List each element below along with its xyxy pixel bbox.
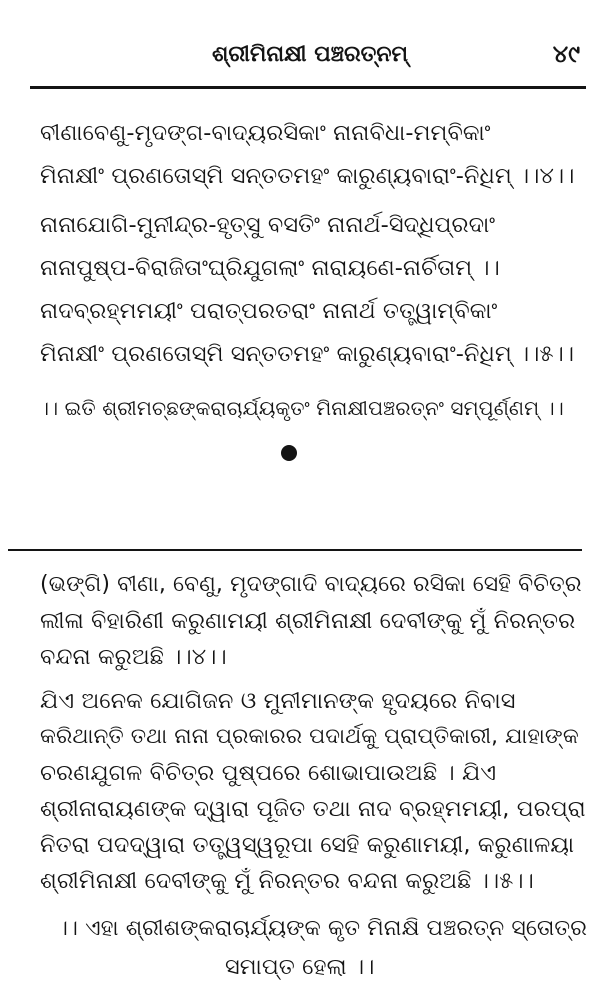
translation-line: ଶ୍ରୀମିନାକ୍ଷୀ ଦେବୀଙ୍କୁ ମୁଁ ନିରନ୍ତର ବନ୍ଦନା କରୁଅଛି ।।୫।।	[40, 868, 534, 894]
translation-line: ଲୀଳା ବିହାରିଣୀ କରୁଣାମୟୀ ଶ୍ରୀମିନାକ୍ଷୀ ଦେବୀଙ୍କୁ ମୁଁ ନିରନ୍ତର	[40, 608, 576, 634]
translation-line: ଶ୍ରୀନାରାୟଣଙ୍କ ଦ୍ୱାରା ପୂଜିତ ତଥା ନାଦ ବ୍ରହ୍ମମୟୀ, ପରପ୍ରା	[40, 796, 586, 822]
verse-line: ନାନାଯୋଗି-ମୁନୀନ୍ଦ୍ର-ହୃତ୍ସୁ ବସତିଂ ନାନାର୍ଥ-ସିଦ୍ଧିପ୍ରଦାଂ	[40, 212, 496, 238]
closing-line: ।। ଏହା ଶ୍ରୀଶଙ୍କରାଚାର୍ଯ୍ୟଙ୍କ କୃତ ମିନାକ୍ଷି ପଞ୍ଚରତ୍ନ ସ୍ତୋତ୍ର	[58, 916, 587, 941]
translation-line: ଚରଣଯୁଗଳ ବିଚିତ୍ର ପୁଷ୍ପରେ ଶୋଭାପାଉଅଛି । ଯିଏ	[40, 760, 497, 786]
page-number: ୪୯	[552, 40, 580, 68]
verse-line: ମିନାକ୍ଷୀଂ ପ୍ରଣତୋସ୍ମି ସନ୍ତତମହଂ କାରୁଣ୍ୟବାରାଂ-ନିଧିମ୍ ।।୪।।	[40, 163, 575, 189]
translation-line: ବନ୍ଦନା କରୁଅଛି ।।୪।।	[40, 644, 227, 670]
verse-line: ବୀଣାବେଣୁ-ମୃଦଙ୍ଗ-ବାଦ୍ୟରସିକାଂ ନାନାବିଧା-ମମ୍ବିକାଂ	[40, 120, 491, 146]
running-header-title: ଶ୍ରୀମିନାକ୍ଷୀ ପଞ୍ଚରତ୍ନମ୍	[212, 42, 408, 67]
verse-line: ନାଦବ୍ରହ୍ମମୟୀଂ ପରାତ୍ପରତରାଂ ନାନାର୍ଥ ତତ୍ତ୍ୱାମ୍ବିକାଂ	[40, 298, 498, 324]
closing-line: ସମାପ୍ତ ହେଲା ।।	[225, 954, 375, 980]
separator-dot	[281, 445, 297, 461]
translation-line: ଯିଏ ଅନେକ ଯୋଗିଜନ ଓ ମୁନୀମାନଙ୍କ ହୃଦୟରେ ନିବାସ	[40, 688, 516, 714]
verse-line: ନାନାପୁଷ୍ପ-ବିରାଜିତାଂଘ୍ରିଯୁଗଲାଂ ନାରାୟଣେ-ନାର୍ଚିତାମ୍ ।।	[40, 255, 500, 281]
translation-line: (ଭଙ୍ଗି) ବୀଣା, ବେଣୁ, ମୃଦଙ୍ଗାଦି ବାଦ୍ୟରେ ରସିକା ସେହି ବିଚିତ୍ର	[40, 572, 582, 597]
header-rule	[30, 86, 586, 89]
section-rule	[8, 549, 582, 551]
translation-line: କରିଥାନ୍ତି ତଥା ନାନା ପ୍ରକାରର ପଦାର୍ଥକୁ ପ୍ରାପ୍ତିକାରୀ, ଯାହାଙ୍କ	[40, 724, 579, 749]
translation-line: ନିତରା ପଦଦ୍ୱାରା ତତ୍ତ୍ୱସ୍ୱରୂପା ସେହି କରୁଣାମୟୀ, କରୁଣାଳୟା	[40, 832, 575, 858]
colophon: ।। ଇତି ଶ୍ରୀମଚ୍ଛଙ୍କରାଚାର୍ଯ୍ୟକୃତଂ ମିନାକ୍ଷୀପଞ୍ଚରତ୍ନଂ ସମ୍ପୂର୍ଣ୍ଣମ୍ ।।	[40, 396, 564, 420]
verse-line: ମିନାକ୍ଷୀଂ ପ୍ରଣତୋସ୍ମି ସନ୍ତତମହଂ କାରୁଣ୍ୟବାରାଂ-ନିଧିମ୍ ।।୫।।	[40, 341, 575, 367]
